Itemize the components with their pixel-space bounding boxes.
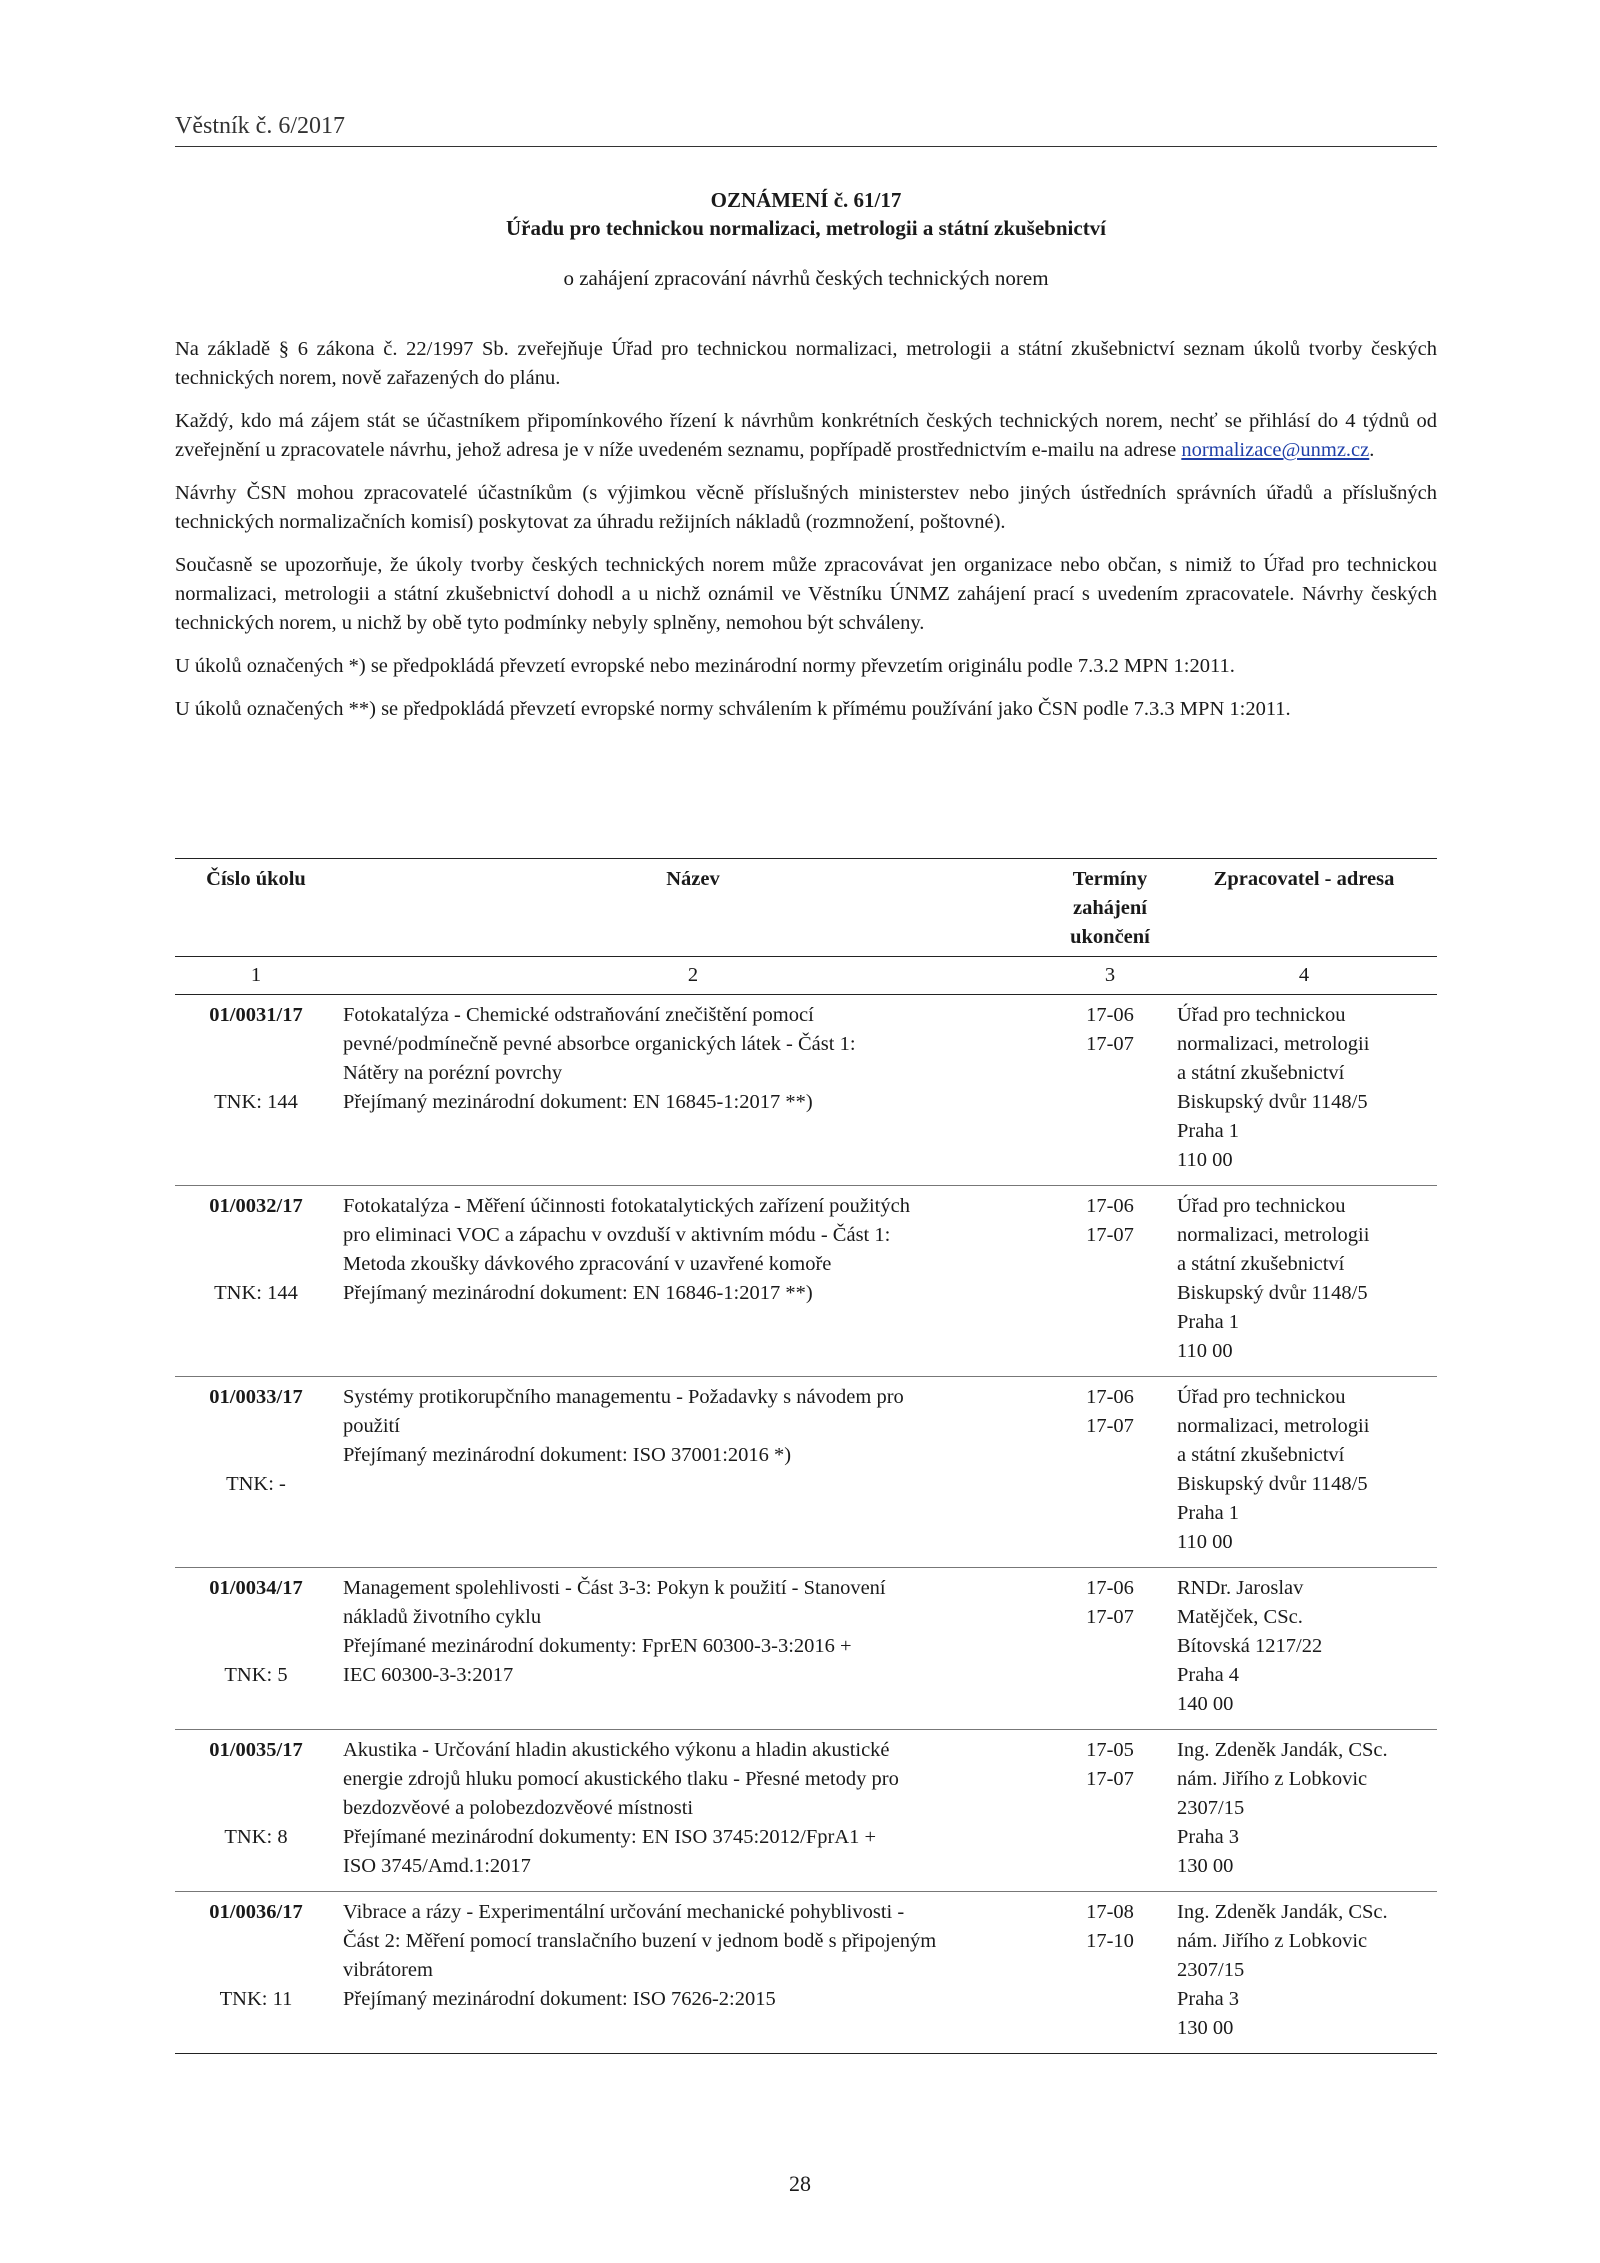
task-name-line: Systémy protikorupčního managementu - Požadavky s návodem pro [343, 1386, 904, 1408]
term-start: 17-06 [1086, 1195, 1134, 1217]
task-number: 01/0033/17 [209, 1386, 303, 1408]
tnk-label: TNK: 144 [214, 1282, 298, 1304]
processor-address-line: Praha 4 [1177, 1664, 1240, 1686]
task-name-cell [337, 1568, 1049, 1730]
processor-address-line: Praha 3 [1177, 1826, 1240, 1848]
processor-address-line: 130 00 [1177, 2017, 1234, 2039]
column-number: 1 [175, 957, 337, 995]
issuing-office: Úřadu pro technickou normalizaci, metrologii a státní zkušebnictví [505, 216, 1107, 240]
task-id-cell [175, 1568, 337, 1730]
processor-address-line: Biskupský dvůr 1148/5 [1177, 1091, 1368, 1113]
task-terms-cell [1049, 1568, 1171, 1730]
header-terms [1049, 859, 1171, 957]
column-number: 2 [337, 957, 1049, 995]
task-name-line: Management spolehlivosti - Část 3-3: Pokyn k použití - Stanovení [343, 1577, 886, 1599]
processor-address-line: 110 00 [1177, 1149, 1233, 1171]
table-row [175, 1892, 1437, 2054]
paragraph-legal-basis: Na základě § 6 zákona č. 22/1997 Sb. zveřejňuje Úřad pro technickou normalizaci, metrologii a státní zkušebnictví seznam úkolů tvorby českých technických norem, nově zařazených do plánu. [175, 338, 1437, 389]
task-name-line: IEC 60300-3-3:2017 [343, 1664, 514, 1686]
processor-address-line: 110 00 [1177, 1340, 1233, 1362]
processor-address-line: Praha 1 [1177, 1311, 1240, 1333]
task-terms-cell [1049, 1892, 1171, 2054]
header-name: Název [337, 859, 1049, 957]
announcement-subject: o zahájení zpracování návrhů českých technických norem [563, 266, 1049, 290]
header-terms-start: zahájení [1072, 897, 1148, 919]
task-name-line: energie zdrojů hluku pomocí akustického tlaku - Přesné metody pro [343, 1768, 899, 1790]
header-task-id: Číslo úkolu [175, 859, 337, 957]
table-row [175, 1730, 1437, 1892]
processor-address-line: Biskupský dvůr 1148/5 [1177, 1473, 1368, 1495]
task-name-line: Akustika - Určování hladin akustického výkonu a hladin akustické [343, 1739, 890, 1761]
task-name-line: Přejímaný mezinárodní dokument: EN 16845-1:2017 **) [343, 1091, 813, 1113]
task-name-line: Přejímaný mezinárodní dokument: EN 16846-1:2017 **) [343, 1282, 813, 1304]
term-end: 17-10 [1086, 1930, 1134, 1952]
table-row [175, 1186, 1437, 1377]
processor-address-line: a státní zkušebnictví [1177, 1253, 1345, 1275]
paragraph-participation [175, 407, 1437, 465]
table-row [175, 1568, 1437, 1730]
task-name-line: Přejímaný mezinárodní dokument: ISO 7626-2:2015 [343, 1988, 776, 2010]
task-terms-cell [1049, 1186, 1171, 1377]
task-name-line: vibrátorem [343, 1959, 433, 1981]
task-terms-cell [1049, 1377, 1171, 1568]
task-id-cell [175, 1892, 337, 2054]
email-link[interactable]: normalizace@unmz.cz [1181, 439, 1370, 461]
task-name-line: Fotokatalýza - Měření účinnosti fotokatalytických zařízení použitých [343, 1195, 910, 1217]
task-number: 01/0035/17 [209, 1739, 303, 1761]
tnk-label: TNK: 5 [224, 1664, 288, 1686]
term-end: 17-07 [1086, 1415, 1134, 1437]
processor-address-line: a státní zkušebnictví [1177, 1444, 1345, 1466]
column-number: 3 [1049, 957, 1171, 995]
paragraph-notice: Současně se upozorňuje, že úkoly tvorby českých technických norem může zpracovávat jen organizace nebo občan, s nimiž to Úřad pro technickou normalizaci, metrologii a státní zkušebnictví dohodl a u nichž oznámil ve Věstníku ÚNMZ zahájení prací s uvedením zpracovatele. Návrhy českých technických norem, u nichž by obě tyto podmínky nebyly splněny, nemohou být schváleny. [175, 554, 1437, 634]
column-number: 4 [1171, 957, 1437, 995]
task-name-line: ISO 3745/Amd.1:2017 [343, 1855, 531, 1877]
processor-address-cell [1171, 1730, 1437, 1892]
task-id-cell [175, 1186, 337, 1377]
column-number-row [175, 957, 1437, 995]
task-name-line: nákladů životního cyklu [343, 1606, 542, 1628]
processor-address-line: Úřad pro technickou [1177, 1386, 1346, 1408]
task-id-cell [175, 995, 337, 1186]
processor-address-line: 2307/15 [1177, 1797, 1245, 1819]
header-processor: Zpracovatel - adresa [1171, 859, 1437, 957]
task-name-line: Fotokatalýza - Chemické odstraňování znečištění pomocí [343, 1004, 814, 1026]
processor-address-line: Praha 1 [1177, 1502, 1240, 1524]
task-number: 01/0036/17 [209, 1901, 303, 1923]
tnk-label: TNK: 144 [214, 1091, 298, 1113]
term-start: 17-08 [1086, 1901, 1134, 1923]
task-number: 01/0034/17 [209, 1577, 303, 1599]
processor-address-cell [1171, 995, 1437, 1186]
term-start: 17-06 [1086, 1004, 1134, 1026]
processor-address-cell [1171, 1892, 1437, 2054]
tnk-label: TNK: 11 [219, 1988, 293, 2010]
participation-text: Každý, kdo má zájem stát se účastníkem připomínkového řízení k návrhům konkrétních českých technických norem, nechť se přihlásí do 4 týdnů od zveřejnění u zpracovatele návrhu, jehož adresa je v níže uvedeném seznamu, popřípadě prostřednictvím e-mailu na adrese [175, 410, 1437, 461]
processor-address-cell [1171, 1186, 1437, 1377]
task-id-cell [175, 1730, 337, 1892]
processor-address-line: Bítovská 1217/22 [1177, 1635, 1323, 1657]
processor-address-line: Praha 3 [1177, 1988, 1240, 2010]
task-name-line: Přejímaný mezinárodní dokument: ISO 37001:2016 *) [343, 1444, 792, 1466]
term-end: 17-07 [1086, 1606, 1134, 1628]
task-name-line: Část 2: Měření pomocí translačního buzení v jednom bodě s připojeným [343, 1930, 937, 1952]
term-end: 17-07 [1086, 1768, 1134, 1790]
table-row [175, 995, 1437, 1186]
term-end: 17-07 [1086, 1224, 1134, 1246]
task-number: 01/0032/17 [209, 1195, 303, 1217]
page-number: 28 [789, 2171, 811, 2196]
task-name-line: Přejímané mezinárodní dokumenty: FprEN 60300-3-3:2016 + [343, 1635, 852, 1657]
announcement-number: OZNÁMENÍ č. 61/17 [710, 188, 902, 212]
task-name-line: Nátěry na porézní povrchy [343, 1062, 563, 1084]
processor-address-line: normalizaci, metrologii [1177, 1224, 1370, 1246]
processor-address-line: Úřad pro technickou [1177, 1195, 1346, 1217]
table-row [175, 1377, 1437, 1568]
header-terms-end: ukončení [1070, 926, 1150, 948]
participation-text-end: . [1369, 439, 1375, 461]
processor-address-line: 110 00 [1177, 1531, 1233, 1553]
task-rows [175, 995, 1437, 2054]
processor-address-cell [1171, 1377, 1437, 1568]
processor-address-line: normalizaci, metrologii [1177, 1415, 1370, 1437]
processor-address-line: 130 00 [1177, 1855, 1234, 1877]
term-start: 17-06 [1086, 1577, 1134, 1599]
task-name-line: Metoda zkoušky dávkového zpracování v uzavřené komoře [343, 1253, 832, 1275]
processor-address-line: Ing. Zdeněk Jandák, CSc. [1177, 1739, 1388, 1761]
processor-address-line: Biskupský dvůr 1148/5 [1177, 1282, 1368, 1304]
task-name-cell [337, 1892, 1049, 2054]
processor-address-line: Ing. Zdeněk Jandák, CSc. [1177, 1901, 1388, 1923]
term-end: 17-07 [1086, 1033, 1134, 1055]
processor-address-line: 140 00 [1177, 1693, 1234, 1715]
task-name-line: Přejímané mezinárodní dokumenty: EN ISO 3745:2012/FprA1 + [343, 1826, 877, 1848]
term-start: 17-05 [1086, 1739, 1134, 1761]
task-name-line: pevné/podmínečně pevné absorbce organických látek - Část 1: [343, 1033, 856, 1055]
task-number: 01/0031/17 [209, 1004, 303, 1026]
task-terms-cell [1049, 1730, 1171, 1892]
task-name-cell [337, 1377, 1049, 1568]
processor-address-line: Matějček, CSc. [1177, 1606, 1303, 1628]
paragraph-drafts-fee: Návrhy ČSN mohou zpracovatelé účastníkům (s výjimkou věcně příslušných ministerstev nebo jiných ústředních správních úřadů a příslušných technických normalizačních komisí) poskytovat za úhradu režijních nákladů (rozmnožení, poštovné). [175, 482, 1437, 533]
announcement-body [175, 335, 1437, 738]
processor-address-line: nám. Jiřího z Lobkovic [1177, 1768, 1368, 1790]
task-id-cell [175, 1377, 337, 1568]
task-terms-cell [1049, 995, 1171, 1186]
task-table [175, 858, 1437, 2054]
processor-address-line: Praha 1 [1177, 1120, 1240, 1142]
paragraph-footnote-single-star: U úkolů označených *) se předpokládá převzetí evropské nebo mezinárodní normy převzetím originálu podle 7.3.2 MPN 1:2011. [175, 655, 1235, 677]
tnk-label: TNK: - [226, 1473, 286, 1495]
task-name-cell [337, 1730, 1049, 1892]
processor-address-line: nám. Jiřího z Lobkovic [1177, 1930, 1368, 1952]
term-start: 17-06 [1086, 1386, 1134, 1408]
announcement-title-block [175, 186, 1437, 292]
table-header-row [175, 859, 1437, 957]
task-name-line: pro eliminaci VOC a zápachu v ovzduší v aktivním módu - Část 1: [343, 1224, 891, 1246]
running-header: Věstník č. 6/2017 [175, 112, 1437, 147]
task-name-cell [337, 1186, 1049, 1377]
processor-address-line: a státní zkušebnictví [1177, 1062, 1345, 1084]
paragraph-footnote-double-star: U úkolů označených **) se předpokládá převzetí evropské normy schválením k přímému používání jako ČSN podle 7.3.3 MPN 1:2011. [175, 698, 1291, 720]
task-name-line: bezdozvěové a polobezdozvěové místnosti [343, 1797, 694, 1819]
processor-address-line: 2307/15 [1177, 1959, 1245, 1981]
processor-address-line: normalizaci, metrologii [1177, 1033, 1370, 1055]
processor-address-line: RNDr. Jaroslav [1177, 1577, 1304, 1599]
tnk-label: TNK: 8 [224, 1826, 288, 1848]
processor-address-line: Úřad pro technickou [1177, 1004, 1346, 1026]
task-name-line: Vibrace a rázy - Experimentální určování mechanické pohyblivosti - [343, 1901, 905, 1923]
header-terms-line: Termíny [1072, 868, 1148, 890]
task-name-cell [337, 995, 1049, 1186]
task-name-line: použití [343, 1415, 400, 1437]
processor-address-cell [1171, 1568, 1437, 1730]
